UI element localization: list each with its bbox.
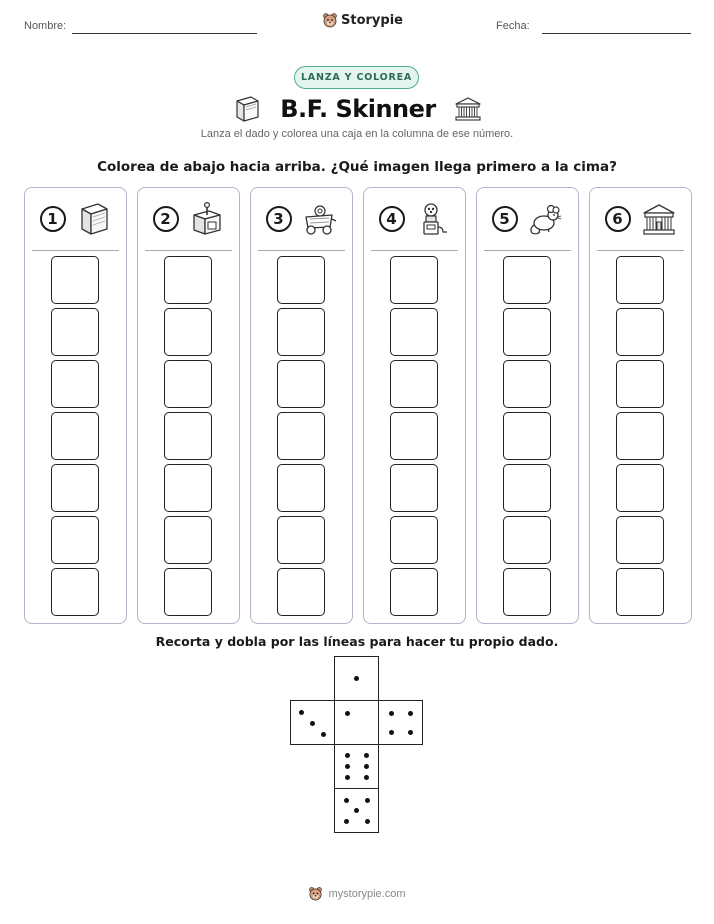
wagon-icon [302,201,338,237]
name-label: Nombre: [24,20,67,32]
skinner-box-lever-icon [189,201,225,237]
die-pip [408,711,413,716]
color-box[interactable] [390,360,438,408]
column-number: 3 [266,206,292,232]
bear-mascot-icon [308,886,323,901]
die-face-4 [378,700,423,745]
die-pip [364,775,369,780]
date-label: Fecha: [496,20,530,32]
color-box[interactable] [503,308,551,356]
color-box[interactable] [277,464,325,512]
title-row [0,92,714,126]
column-5 [476,187,579,624]
color-box[interactable] [390,568,438,616]
university-building-icon [641,201,677,237]
column-divider [371,250,458,251]
die-pip [364,764,369,769]
die-pip [364,753,369,758]
color-box[interactable] [390,256,438,304]
column-number: 4 [379,206,405,232]
die-face-6 [334,744,379,789]
column-divider [258,250,345,251]
color-box[interactable] [616,412,664,460]
column-header [364,188,465,250]
color-box[interactable] [503,516,551,564]
column-number: 6 [605,206,631,232]
activity-badge: LANZA Y COLOREA [294,66,419,89]
brand-name: Storypie [341,12,403,28]
die-pip [344,798,349,803]
color-box[interactable] [616,568,664,616]
pellet-dispenser-icon [415,201,451,237]
die-pip [354,676,359,681]
die-face-center [334,700,379,745]
book-icon [76,201,112,237]
die-pip [389,711,394,716]
column-divider [597,250,684,251]
color-box[interactable] [503,464,551,512]
color-columns [24,187,690,624]
date-line [542,33,691,34]
die-pip [389,730,394,735]
book-icon [232,95,262,123]
color-box[interactable] [164,516,212,564]
color-box[interactable] [390,464,438,512]
column-6 [589,187,692,624]
die-face-5 [334,788,379,833]
die-pip [345,753,350,758]
column-header [477,188,578,250]
color-box[interactable] [164,464,212,512]
column-4 [363,187,466,624]
die-face-3 [290,700,335,745]
die-pip [345,764,350,769]
cut-instruction: Recorta y dobla por las líneas para hacer tu propio dado. [155,634,559,649]
color-box[interactable] [616,360,664,408]
column-1 [24,187,127,624]
color-box[interactable] [51,516,99,564]
die-pip [345,711,350,716]
mouse-icon [528,201,564,237]
column-number: 1 [40,206,66,232]
storypie-logo [322,12,403,28]
color-box[interactable] [51,308,99,356]
column-3 [250,187,353,624]
bear-mascot-icon [322,12,338,28]
color-box[interactable] [51,360,99,408]
color-box[interactable] [616,464,664,512]
color-box[interactable] [503,412,551,460]
column-divider [32,250,119,251]
column-header [590,188,691,250]
page-title: B.F. Skinner [280,95,436,123]
color-box[interactable] [616,256,664,304]
footer [0,886,714,901]
instruction-text: Colorea de abajo hacia arriba. ¿Qué imagen llega primero a la cima? [97,159,617,175]
color-box[interactable] [503,256,551,304]
color-box[interactable] [164,256,212,304]
footer-url: mystorypie.com [328,887,406,900]
color-box[interactable] [51,412,99,460]
color-box[interactable] [164,568,212,616]
color-box[interactable] [51,464,99,512]
column-header [138,188,239,250]
die-pip [345,775,350,780]
color-box[interactable] [390,412,438,460]
die-pip [299,710,304,715]
color-box[interactable] [390,516,438,564]
color-box[interactable] [51,256,99,304]
die-pip [321,732,326,737]
university-building-icon [454,96,482,122]
color-box[interactable] [277,568,325,616]
color-box[interactable] [51,568,99,616]
die-pip [354,808,359,813]
color-box[interactable] [164,360,212,408]
column-header [25,188,126,250]
die-pip [310,721,315,726]
color-box[interactable] [390,308,438,356]
column-header [251,188,352,250]
column-2 [137,187,240,624]
column-divider [145,250,232,251]
column-divider [484,250,571,251]
column-number: 2 [153,206,179,232]
name-line [72,33,257,34]
color-box[interactable] [277,360,325,408]
color-box[interactable] [616,308,664,356]
color-box[interactable] [277,308,325,356]
color-box[interactable] [277,256,325,304]
die-pip [365,798,370,803]
column-number: 5 [492,206,518,232]
die-pip [408,730,413,735]
color-box[interactable] [503,360,551,408]
die-face-1 [334,656,379,701]
color-box[interactable] [277,412,325,460]
color-box[interactable] [616,516,664,564]
color-box[interactable] [164,412,212,460]
color-box[interactable] [164,308,212,356]
die-pip [365,819,370,824]
color-box[interactable] [277,516,325,564]
color-box[interactable] [503,568,551,616]
die-pip [344,819,349,824]
subtitle: Lanza el dado y colorea una caja en la columna de ese número. [200,128,514,140]
